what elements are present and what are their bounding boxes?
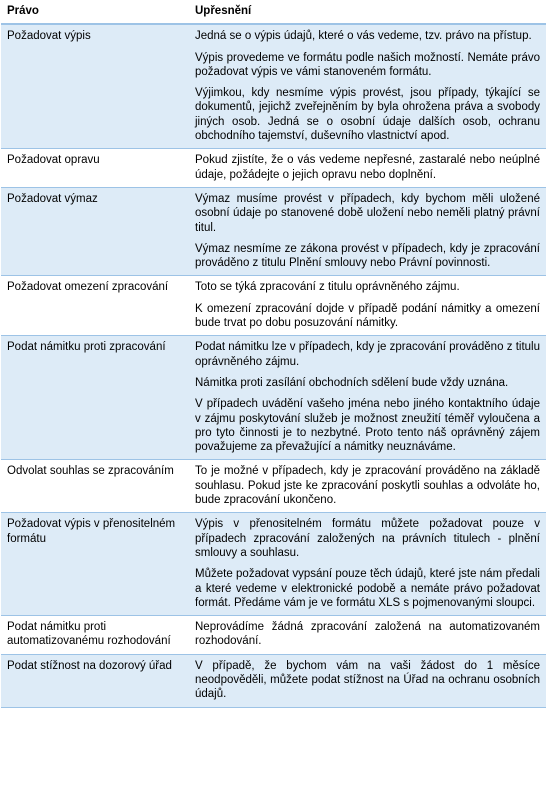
right-detail	[189, 149, 546, 188]
right-detail	[189, 24, 546, 149]
right-detail	[189, 460, 546, 513]
detail-paragraph: Výmaz nesmíme ze zákona provést v případech, kdy je zpracování prováděno z titulu Plnění smlouvy nebo Právní povinnosti.	[195, 242, 540, 270]
right-detail	[189, 276, 546, 336]
rights-table	[1, 0, 546, 708]
detail-paragraph: Výpis v přenositelném formátu můžete požadovat pouze v případech zpracování založených na právních titulech - plnění smlouvy a souhlasu.	[195, 518, 540, 559]
detail-paragraph: Můžete požadovat vypsání pouze těch údajů, které jste nám předali a které vedeme v elektronické podobě a nemáte právo požadovat formát. Předáme vám je ve formátu XLS s pojmenovanými sloupci.	[195, 568, 540, 609]
detail-paragraph: V případech uvádění vašeho jména nebo jiného kontaktního údaje v zájmu poskytování služeb je možnost zneužití téměř vyloučena a pro tyto činnosti je to nezbytné. Proto tento náš oprávněný zájem považujeme za převažující a námitky neuznáváme.	[195, 398, 540, 454]
table-row	[1, 616, 546, 655]
header-detail: Upřesnění	[189, 0, 546, 24]
detail-paragraph: Jedná se o výpis údajů, které o vás vedeme, tzv. právo na přístup.	[195, 30, 532, 43]
right-name: Podat námitku proti automatizovanému rozhodování	[1, 616, 189, 655]
table-header-row	[1, 0, 546, 24]
detail-paragraph: Námitka proti zasílání obchodních sdělení bude vždy uznána.	[195, 376, 509, 389]
right-name: Požadovat opravu	[1, 149, 189, 188]
right-name: Podat stížnost na dozorový úřad	[1, 654, 189, 707]
right-name: Podat námitku proti zpracování	[1, 336, 189, 460]
right-name: Odvolat souhlas se zpracováním	[1, 460, 189, 513]
detail-paragraph: Neprovádíme žádná zpracování založená na automatizovaném rozhodování.	[195, 621, 540, 648]
right-detail	[189, 616, 546, 655]
right-name: Požadovat výmaz	[1, 187, 189, 275]
detail-paragraph: Toto se týká zpracování z titulu oprávněného zájmu.	[195, 281, 460, 294]
table-row	[1, 24, 546, 149]
right-name: Požadovat výpis	[1, 24, 189, 149]
detail-paragraph: Výmaz musíme provést v případech, kdy bychom měli uložené osobní údaje po stanovené době uložení nebo neměli platný právní titul.	[195, 192, 540, 234]
table-row	[1, 654, 546, 707]
right-detail	[189, 513, 546, 616]
detail-paragraph: Podat námitku lze v případech, kdy je zpracování prováděno z titulu oprávněného zájmu.	[195, 341, 540, 368]
table-row	[1, 187, 546, 275]
right-detail	[189, 654, 546, 707]
right-name: Požadovat omezení zpracování	[1, 276, 189, 336]
right-name: Požadovat výpis v přenositelném formátu	[1, 513, 189, 616]
table-row	[1, 460, 546, 513]
table-row	[1, 276, 546, 336]
detail-paragraph: V případě, že bychom vám na vaši žádost do 1 měsíce neodpověděli, můžete podat stížnost na Úřad na ochranu osobních údajů.	[195, 659, 540, 701]
detail-paragraph: Výjimkou, kdy nesmíme výpis provést, jsou případy, týkající se dokumentů, jejichž zveřejněním by byla ohrožena práva a svobody jiných osob. Jedná se o osobní údaje dalších osob, ochranu obchodního tajemství, duševního vlastnictví apod.	[195, 87, 540, 143]
detail-paragraph: Výpis provedeme ve formátu podle našich možností. Nemáte právo požadovat výpis ve vámi stanoveném formátu.	[195, 51, 540, 78]
detail-paragraph: K omezení zpracování dojde v případě podání námitky a omezení bude trvat po dobu posuzování námitky.	[195, 302, 540, 330]
table-row	[1, 149, 546, 188]
right-detail	[189, 336, 546, 460]
table-row	[1, 513, 546, 616]
table-row	[1, 336, 546, 460]
detail-paragraph: Pokud zjistíte, že o vás vedeme nepřesné, zastaralé nebo neúplné údaje, požádejte o jejich opravu nebo doplnění.	[195, 154, 540, 181]
detail-paragraph: To je možné v případech, kdy je zpracování prováděno na základě souhlasu. Pokud jste ke zpracování poskytli souhlas a odvoláte ho, bude zpracování ukončeno.	[195, 465, 540, 507]
header-right: Právo	[1, 0, 189, 24]
right-detail	[189, 187, 546, 275]
